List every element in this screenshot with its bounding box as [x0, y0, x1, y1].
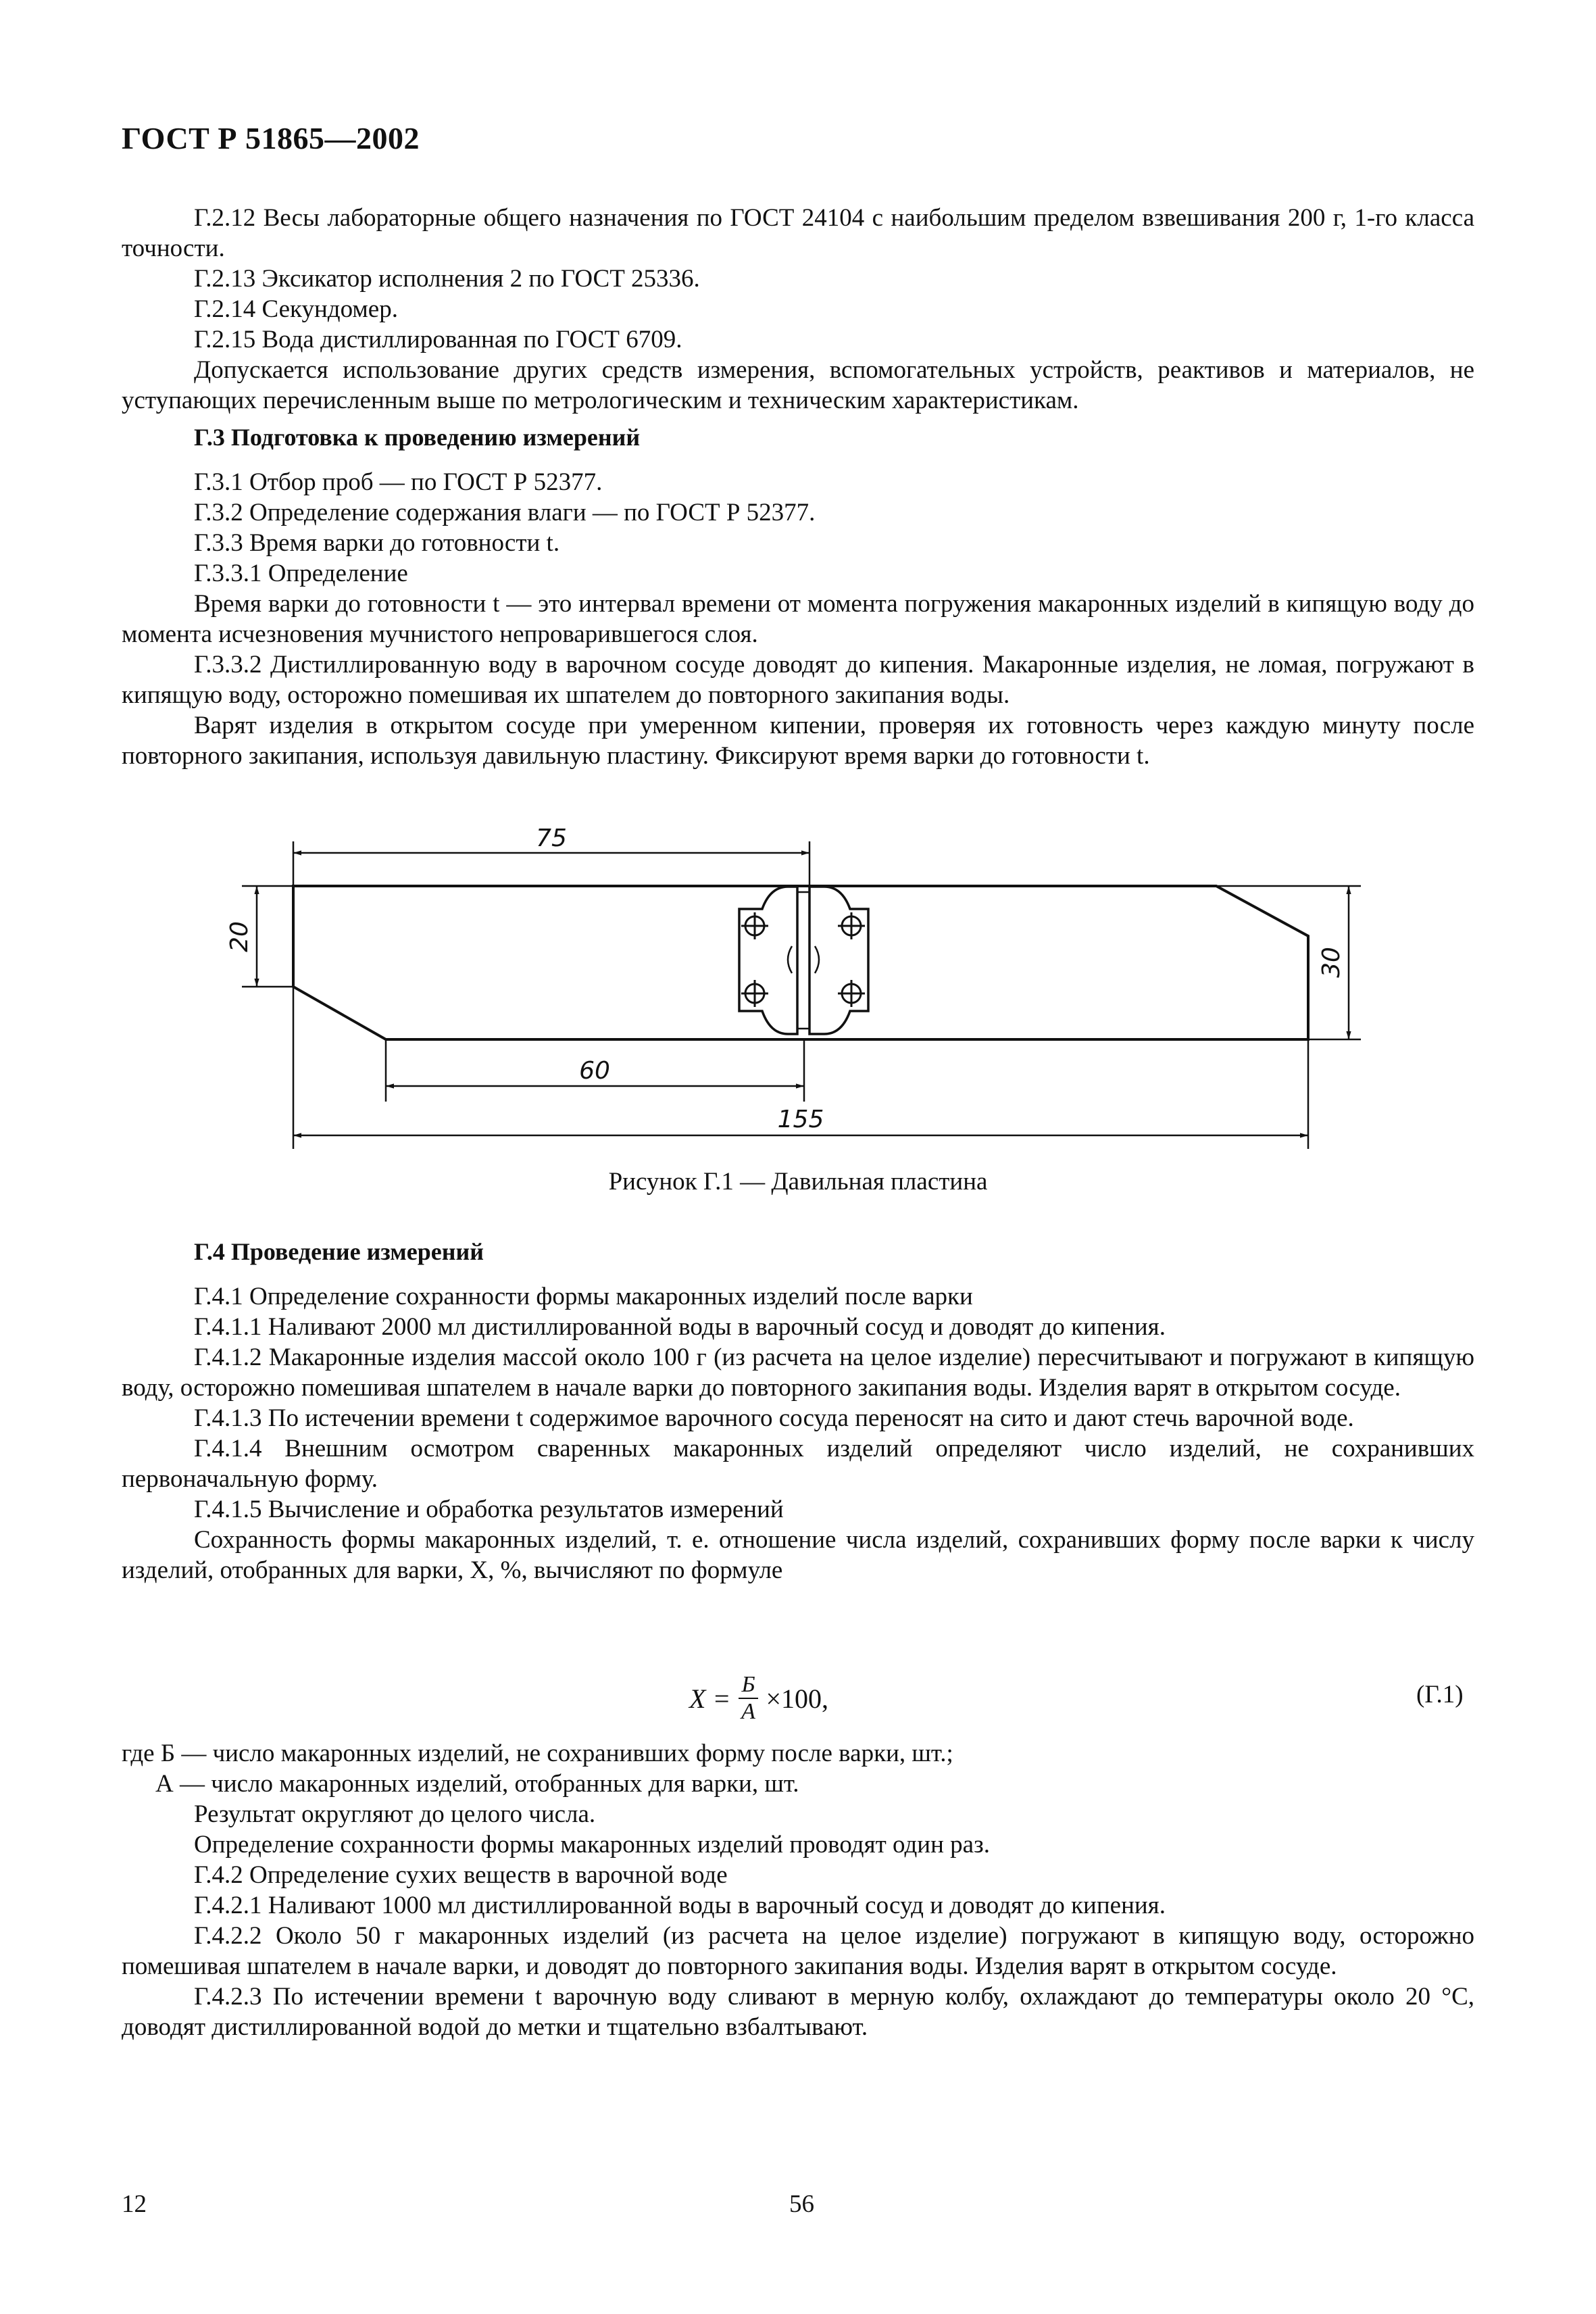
- paragraph: Г.2.12 Весы лабораторные общего назначения по ГОСТ 24104 с наибольшим пределом взвешивания 200 г, 1-го класса точности.: [122, 204, 1474, 262]
- paragraph: Г.3.2 Определение содержания влаги — по ГОСТ Р 52377.: [194, 499, 816, 526]
- paragraph: Г.3.3.1 Определение: [194, 560, 408, 587]
- paragraph: Г.4.1 Определение сохранности формы макаронных изделий после варки: [194, 1283, 973, 1310]
- paragraph: Г.3.3 Время варки до готовности t.: [194, 529, 560, 557]
- paragraph: Г.4.2.3 По истечении времени t варочную воду сливают в мерную колбу, охлаждают до температуры около 20 °С, доводят дистиллированной водой до метки и тщательно взбалтывают.: [122, 1983, 1474, 2041]
- paragraph-where: где Б — число макаронных изделий, не сохранивших форму после варки, шт.;: [122, 1740, 953, 1767]
- plate-outline: [293, 886, 1308, 1039]
- formula-fraction: [739, 1672, 757, 1725]
- extension-lines: [242, 841, 1361, 1149]
- paragraph: Г.3.3.2 Дистиллированную воду в варочном сосуде доводят до кипения. Макаронные изделия, не ломая, погружают в кипящую воду, осторожно помешивая их шпателем до повторного закипания воды.: [122, 651, 1474, 709]
- document-header: ГОСТ Р 51865—2002: [122, 121, 420, 155]
- mounting-holes: [741, 912, 865, 1007]
- page-number-center: 56: [789, 2190, 814, 2218]
- paragraph: Г.4.1.3 По истечении времени t содержимое варочного сосуда переносят на сито и дают стечь варочной воде.: [194, 1404, 1354, 1432]
- paragraph-where-a: А — число макаронных изделий, отобранных для варки, шт.: [155, 1770, 799, 1798]
- paragraph: Допускается использование других средств измерения, вспомогательных устройств, реактивов и материалов, не уступающих перечисленным выше по метрологическим и техническим характеристикам.: [122, 356, 1474, 414]
- formula-lhs: X =: [689, 1683, 731, 1714]
- paragraph: Результат округляют до целого числа.: [194, 1800, 596, 1828]
- formula-number: (Г.1): [1416, 1681, 1464, 1708]
- dim-label-bottom-inner: 60: [579, 1057, 610, 1085]
- paragraph: Г.4.1.2 Макаронные изделия массой около 100 г (из расчета на целое изделие) пересчитывают и погружают в кипящую воду, осторожно помешивая шпателем в начале варки до повторного закипания воды. Изделия варят в открытом сосуде.: [122, 1344, 1474, 1402]
- section-heading-g3: Г.3 Подготовка к проведению измерений: [194, 424, 641, 451]
- paragraph: Г.4.1.1 Наливают 2000 мл дистиллированной воды в варочный сосуд и доводят до кипения.: [194, 1313, 1166, 1341]
- dim-label-bottom-total: 155: [777, 1106, 824, 1133]
- text-block-g4-continued: [122, 1738, 1474, 2042]
- paragraph: Г.4.2.2 Около 50 г макаронных изделий (из расчета на целое изделие) погружают в кипящую воду, осторожно помешивая шпателем в начале варки, и доводят до повторного закипания воды. Изделия варят в открытом сосуде.: [122, 1922, 1474, 1980]
- paragraph: Г.4.2 Определение сухих веществ в варочной воде: [194, 1861, 728, 1889]
- dim-label-right: 30: [1318, 947, 1345, 978]
- paragraph: Г.4.2.1 Наливают 1000 мл дистиллированной воды в варочный сосуд и доводят до кипения.: [194, 1892, 1166, 1919]
- formula-tail: ×100,: [766, 1683, 829, 1714]
- paragraph: Варят изделия в открытом сосуде при умеренном кипении, проверяя их готовность через каждую минуту после повторного закипания, используя давильную пластину. Фиксируют время варки до готовности t.: [122, 712, 1474, 770]
- formula-g1: [689, 1672, 828, 1725]
- text-block-g4: [122, 1237, 1474, 1585]
- paragraph: Сохранность формы макаронных изделий, т. е. отношение числа изделий, сохранивших форму после варки к числу изделий, отобранных для варки, X, %, вычисляют по формуле: [122, 1526, 1474, 1584]
- paragraph: Г.2.14 Секундомер.: [194, 295, 398, 323]
- page-number-left: 12: [122, 2190, 147, 2218]
- paragraph: Г.3.1 Отбор проб — по ГОСТ Р 52377.: [194, 468, 603, 496]
- formula-denominator: А: [741, 1699, 755, 1724]
- paragraph: Г.4.1.4 Внешним осмотром сваренных макаронных изделий определяют число изделий, не сохранивших первоначальную форму.: [122, 1435, 1474, 1493]
- paragraph: Г.2.13 Эксикатор исполнения 2 по ГОСТ 25336.: [194, 265, 700, 293]
- paragraph: Время варки до готовности t — это интервал времени от момента погружения макаронных изделий в кипящую воду до момента исчезновения мучнистого непроварившегося слоя.: [122, 590, 1474, 648]
- dim-label-left: 20: [226, 921, 253, 952]
- dim-label-top: 75: [536, 824, 567, 852]
- formula-numerator: Б: [739, 1672, 757, 1699]
- section-heading-g4: Г.4 Проведение измерений: [194, 1238, 484, 1265]
- hinge-pin: [788, 892, 819, 1029]
- paragraph: Г.2.15 Вода дистиллированная по ГОСТ 6709.: [194, 326, 682, 353]
- figure-caption: Рисунок Г.1 — Давильная пластина: [608, 1168, 988, 1196]
- paragraph: Определение сохранности формы макаронных изделий проводят один раз.: [194, 1831, 990, 1858]
- paragraph: Г.4.1.5 Вычисление и обработка результатов измерений: [194, 1496, 784, 1523]
